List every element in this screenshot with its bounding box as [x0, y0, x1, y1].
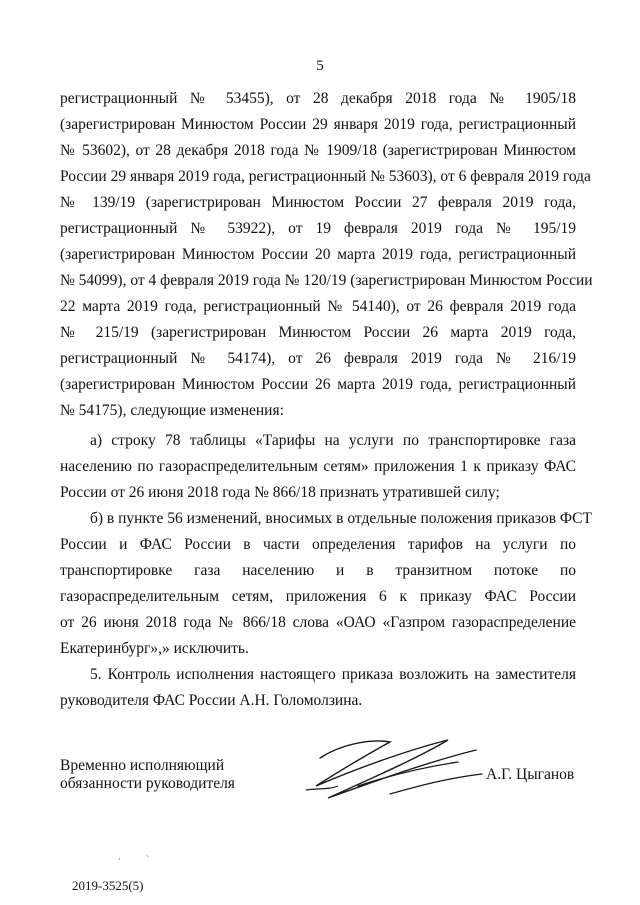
body-line: России 29 января 2019 года, регистрационный № 53603), от 6 февраля 2019 года	[60, 168, 591, 185]
handwritten-signature	[298, 728, 488, 808]
body-line: (зарегистрирован Минюстом России 29 января 2019 года, регистрационный	[60, 116, 576, 133]
item-b-line: газораспределительным сетям, приложения 6 к приказу ФАС России	[60, 588, 576, 605]
body-line: регистрационный № 53455), от 28 декабря 2018 года № 1905/18	[60, 90, 576, 107]
body-line: № 53602), от 28 декабря 2018 года № 1909/18 (зарегистрирован Минюстом	[60, 142, 576, 159]
item-b-line: Екатеринбург»,» исключить.	[60, 640, 249, 657]
item-a-line: населению по газораспределительным сетям» приложения 1 к приказу ФАС	[60, 458, 576, 475]
body-line: № 215/19 (зарегистрирован Минюстом России 26 марта 2019 года,	[60, 324, 576, 341]
item-b-line: от 26 июня 2018 года № 866/18 слова «ОАО «Газпром газораспределение	[60, 614, 576, 631]
body-line: (зарегистрирован Минюстом России 26 марта 2019 года, регистрационный	[60, 376, 576, 393]
item-a-line: а) строку 78 таблицы «Тарифы на услуги по транспортировке газа	[90, 432, 576, 449]
body-line: № 139/19 (зарегистрирован Минюстом России 27 февраля 2019 года,	[60, 194, 576, 211]
item-b-line: транспортировке газа населению и в транзитном потоке по	[60, 562, 576, 579]
item-a-line: России от 26 июня 2018 года № 866/18 признать утратившей силу;	[60, 484, 500, 501]
body-line: (зарегистрирован Минюстом России 20 марта 2019 года, регистрационный	[60, 246, 576, 263]
item-b-line: России и ФАС России в части определения тарифов на услуги по	[60, 536, 576, 553]
body-line: регистрационный № 53922), от 19 февраля 2019 года № 195/19	[60, 220, 576, 237]
item-5-line: руководителя ФАС России А.Н. Голомолзина.	[60, 692, 363, 709]
page-number: 5	[316, 58, 324, 74]
body-line: № 54175), следующие изменения:	[60, 402, 284, 419]
signer-name: А.Г. Цыганов	[486, 766, 575, 783]
body-line: 22 марта 2019 года, регистрационный № 54140), от 26 февраля 2019 года	[60, 298, 576, 315]
item-5-line: 5. Контроль исполнения настоящего приказа возложить на заместителя	[90, 666, 576, 683]
scan-speck: ·	[118, 854, 121, 864]
scan-speck: `	[146, 854, 149, 864]
signer-title-line2: обязанности руководителя	[60, 775, 235, 792]
signer-title-line1: Временно исполняющий	[60, 757, 225, 774]
body-line: № 54099), от 4 февраля 2019 года № 120/19 (зарегистрирован Минюстом России	[60, 272, 593, 289]
body-line: регистрационный № 54174), от 26 февраля 2019 года № 216/19	[60, 350, 576, 367]
item-b-line: б) в пункте 56 изменений, вносимых в отдельные положения приказов ФСТ	[90, 510, 592, 527]
document-code: 2019-3525(5)	[72, 878, 144, 893]
